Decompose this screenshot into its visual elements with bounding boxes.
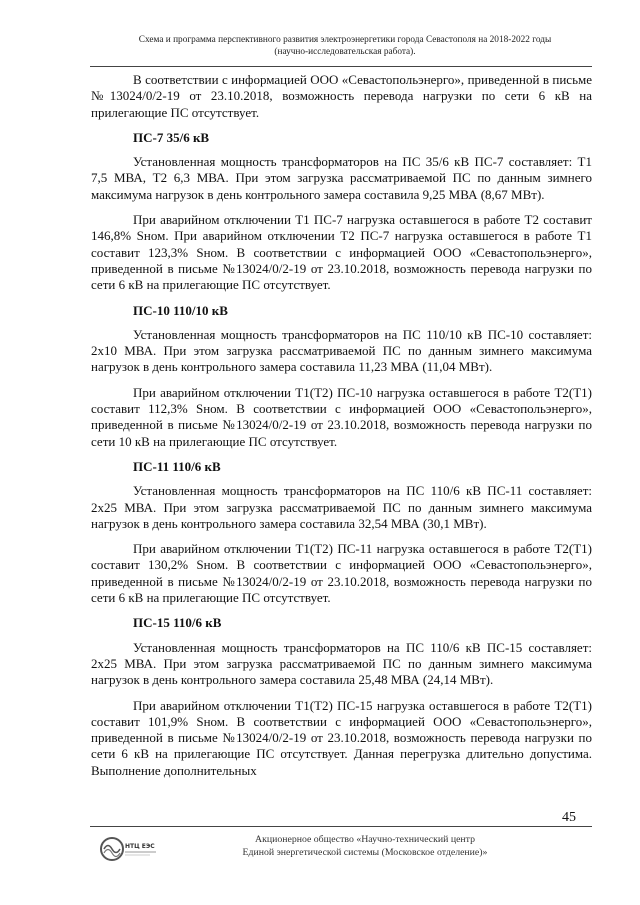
paragraph: При аварийном отключении Т1(Т2) ПС-10 нагрузка оставшегося в работе Т2(Т1) составит 112,3% Sном. В соответствии с информацией ООО «Севастопольэнерго», приведенной в письме №13024/0/2-19 от 23.10.2018, возможность перевода нагрузки по сети 10 кВ на прилегающие ПС отсутствует. <box>91 384 592 449</box>
section-heading: ПС-10 110/10 кВ <box>133 302 228 318</box>
paragraph: Установленная мощность трансформаторов на ПС 35/6 кВ ПС-7 составляет: Т1 7,5 МВА, Т2 6,3 МВА. При этом загрузка рассматриваемой ПС по данным зимнего максимума нагрузок в день контрольного замера составила 9,25 МВА (8,67 МВт). <box>91 154 592 202</box>
section-heading: ПС-11 110/6 кВ <box>133 458 221 474</box>
header-line-2: (научно-исследовательская работа). <box>274 47 416 57</box>
paragraph: Установленная мощность трансформаторов на ПС 110/6 кВ ПС-11 составляет: 2х25 МВА. При этом загрузка рассматриваемой ПС по данным зимнего максимума нагрузок в день контрольного замера составила 32,54 МВА (30,1 МВт). <box>91 483 592 531</box>
document-body <box>91 72 592 779</box>
paragraph: При аварийном отключении Т1(Т2) ПС-15 нагрузка оставшегося в работе Т2(Т1) составит 101,9% Sном. В соответствии с информацией ООО «Севастопольэнерго», приведенной в письме №13024/0/2-19 от 23.10.2018, возможность перевода нагрузки по сети 6 кВ на прилегающие ПС отсутствует. Данная перегрузка длительно допустима. Выполнение дополнительных <box>91 697 592 778</box>
page-number: 45 <box>562 810 576 825</box>
paragraph: Установленная мощность трансформаторов на ПС 110/6 кВ ПС-15 составляет: 2х25 МВА. При этом загрузка рассматриваемой ПС по данным зимнего максимума нагрузок в день контрольного замера составила 25,48 МВА (24,14 МВт). <box>91 639 592 688</box>
logo-text: НТЦ ЕЭС <box>125 843 155 850</box>
paragraph: Установленная мощность трансформаторов на ПС 110/10 кВ ПС-10 составляет: 2х10 МВА. При этом загрузка рассматриваемой ПС по данным зимнего максимума нагрузок в день контрольного замера составила 11,23 МВА (11,04 МВт). <box>91 326 592 375</box>
ntc-ees-logo-icon <box>98 834 160 868</box>
paragraph: При аварийном отключении Т1(Т2) ПС-11 нагрузка оставшегося в работе Т2(Т1) составит 130,2% Sном. В соответствии с информацией ООО «Севастопольэнерго», приведенной в письме №13024/0/2-19 от 23.10.2018, возможность перевода нагрузки по сети 6 кВ на прилегающие ПС отсутствует. <box>91 541 592 606</box>
footer-line-1: Акционерное общество «Научно-технический центр <box>255 834 475 845</box>
paragraph: В соответствии с информацией ООО «Севастопольэнерго», приведенной в письме №13024/0/2-19 от 23.10.2018, возможность перевода нагрузки по сети 6 кВ на прилегающие ПС отсутствует. <box>91 72 592 120</box>
paragraph: При аварийном отключении Т1 ПС-7 нагрузка оставшегося в работе Т2 составит 146,8% Sном. При аварийном отключении Т2 ПС-7 нагрузка оставшегося в работе Т1 составит 123,3% Sном. В соответствии с информацией ООО «Севастопольэнерго», приведенной в письме №13024/0/2-19 от 23.10.2018, возможность перевода нагрузки по сети 6 кВ на прилегающие ПС отсутствует. <box>91 212 592 293</box>
section-heading: ПС-7 35/6 кВ <box>133 129 210 145</box>
footer <box>200 834 530 859</box>
section-heading: ПС-15 110/6 кВ <box>133 615 222 631</box>
header-divider <box>90 66 592 67</box>
footer-divider <box>90 826 592 827</box>
running-header <box>110 34 580 58</box>
header-line-1: Схема и программа перспективного развития электроэнергетики города Севастополя на 2018-2022 годы <box>138 35 552 45</box>
footer-line-2: Единой энергетической системы (Московское отделение)» <box>242 846 488 858</box>
